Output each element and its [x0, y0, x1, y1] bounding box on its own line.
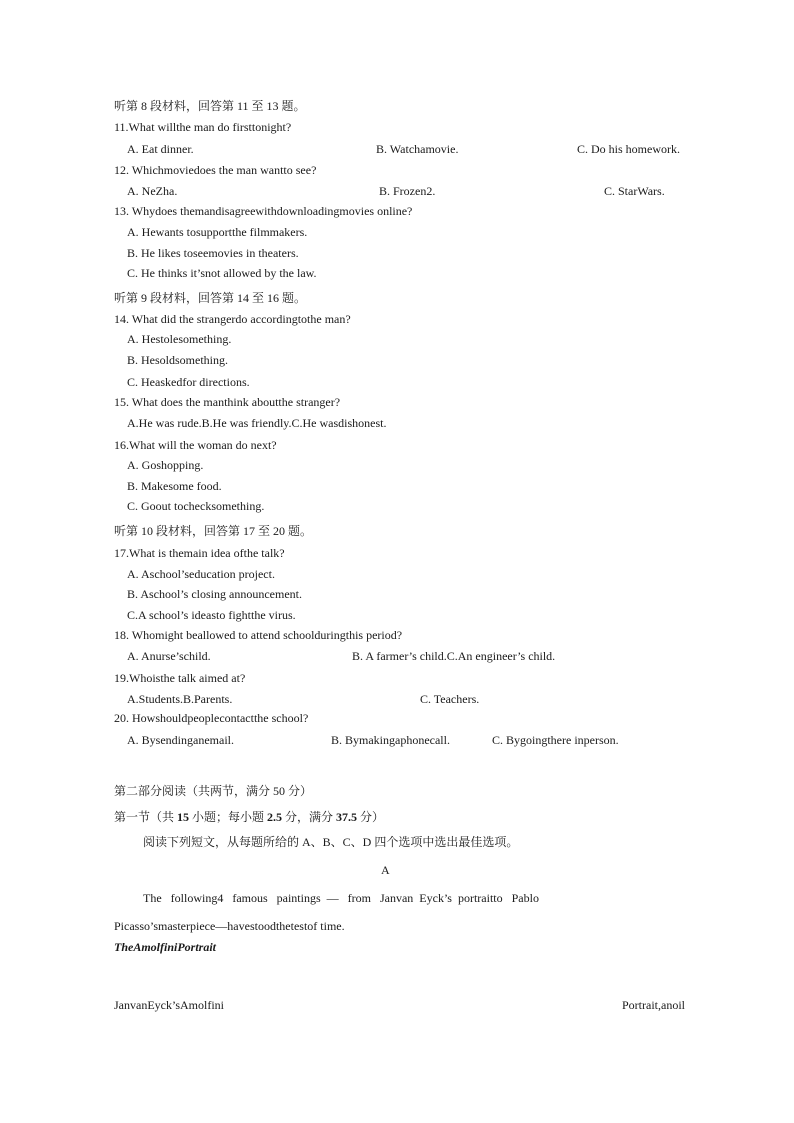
question-19: 19.Whoisthe talk aimed at?: [114, 671, 246, 685]
passage-intro-line-1: The following4 famous paintings — from Janvan Eyck’s portraitto Pablo: [143, 891, 539, 905]
question-12: 12. Whichmoviedoes the man wantto see?: [114, 163, 317, 177]
q20-option-b: B. Bymakingaphonecall.: [331, 733, 450, 747]
question-20: 20. Howshouldpeoplecontactthe school?: [114, 711, 309, 725]
q18-options-bc: B. A farmer’s child.C.An engineer’s child.: [352, 649, 556, 663]
body-text-right: Portrait,anoil: [622, 998, 685, 1012]
q17-option-b: B. Aschool’s closing announcement.: [127, 587, 302, 601]
question-17: 17.What is themain idea ofthe talk?: [114, 546, 285, 560]
q14-option-a: A. Hestolesomething.: [127, 332, 232, 346]
q13-option-b: B. He likes toseemovies in theaters.: [127, 246, 299, 260]
q11-option-a: A. Eat dinner.: [127, 142, 194, 156]
q14-option-c: C. Heaskedfor directions.: [127, 375, 250, 389]
section-8-header: 听第 8 段材料，回答第 11 至 13 题。: [114, 99, 306, 113]
q15-options: A.He was rude.B.He was friendly.C.He wasdishonest.: [127, 416, 387, 430]
q20-option-c: C. Bygoingthere inperson.: [492, 733, 619, 747]
q11-option-c: C. Do his homework.: [577, 142, 680, 156]
instructions: 阅读下列短文，从每题所给的 A、B、C、D 四个选项中选出最佳选项。: [143, 835, 519, 849]
question-15: 15. What does the manthink aboutthe stranger?: [114, 395, 341, 409]
part-2-title: 第二部分阅读（共两节，满分 50 分）: [114, 784, 313, 798]
section-9-header: 听第 9 段材料，回答第 14 至 16 题。: [114, 291, 307, 305]
q17-option-c: C.A school’s ideasto fightthe virus.: [127, 608, 296, 622]
q13-option-c: C. He thinks it’snot allowed by the law.: [127, 266, 317, 280]
q12-option-c: C. StarWars.: [604, 184, 665, 198]
passage-intro-line-2: Picasso’smasterpiece—havestoodthetestof time.: [114, 919, 345, 933]
q19-option-c: C. Teachers.: [420, 692, 480, 706]
q13-option-a: A. Hewants tosupportthe filmmakers.: [127, 225, 308, 239]
q17-option-a: A. Aschool’seducation project.: [127, 567, 275, 581]
question-16: 16.What will the woman do next?: [114, 438, 277, 452]
section-1-header: 第一节（共 15 小题；每小题 2.5 分，满分 37.5 分）: [114, 810, 385, 824]
q18-option-a: A. Anurse’schild.: [127, 649, 211, 663]
question-14: 14. What did the strangerdo accordingtothe man?: [114, 312, 351, 326]
q14-option-b: B. Hesoldsomething.: [127, 353, 228, 367]
q16-option-c: C. Goout tochecksomething.: [127, 499, 265, 513]
q16-option-a: A. Goshopping.: [127, 458, 204, 472]
q19-options-ab: A.Students.B.Parents.: [127, 692, 233, 706]
body-text-left: JanvanEyck’sAmolfini: [114, 998, 224, 1012]
section-10-header: 听第 10 段材料，回答第 17 至 20 题。: [114, 524, 313, 538]
question-18: 18. Whomight beallowed to attend schoolduringthis period?: [114, 628, 403, 642]
q12-option-a: A. NeZha.: [127, 184, 178, 198]
q16-option-b: B. Makesome food.: [127, 479, 222, 493]
painting-title: TheAmolfiniPortrait: [114, 940, 217, 954]
q20-option-a: A. Bysendinganemail.: [127, 733, 234, 747]
q11-option-b: B. Watchamovie.: [376, 142, 459, 156]
question-11: 11.What willthe man do firsttonight?: [114, 120, 292, 134]
question-13: 13. Whydoes themandisagreewithdownloadingmovies online?: [114, 204, 413, 218]
passage-label: A: [381, 863, 390, 877]
q12-option-b: B. Frozen2.: [379, 184, 436, 198]
